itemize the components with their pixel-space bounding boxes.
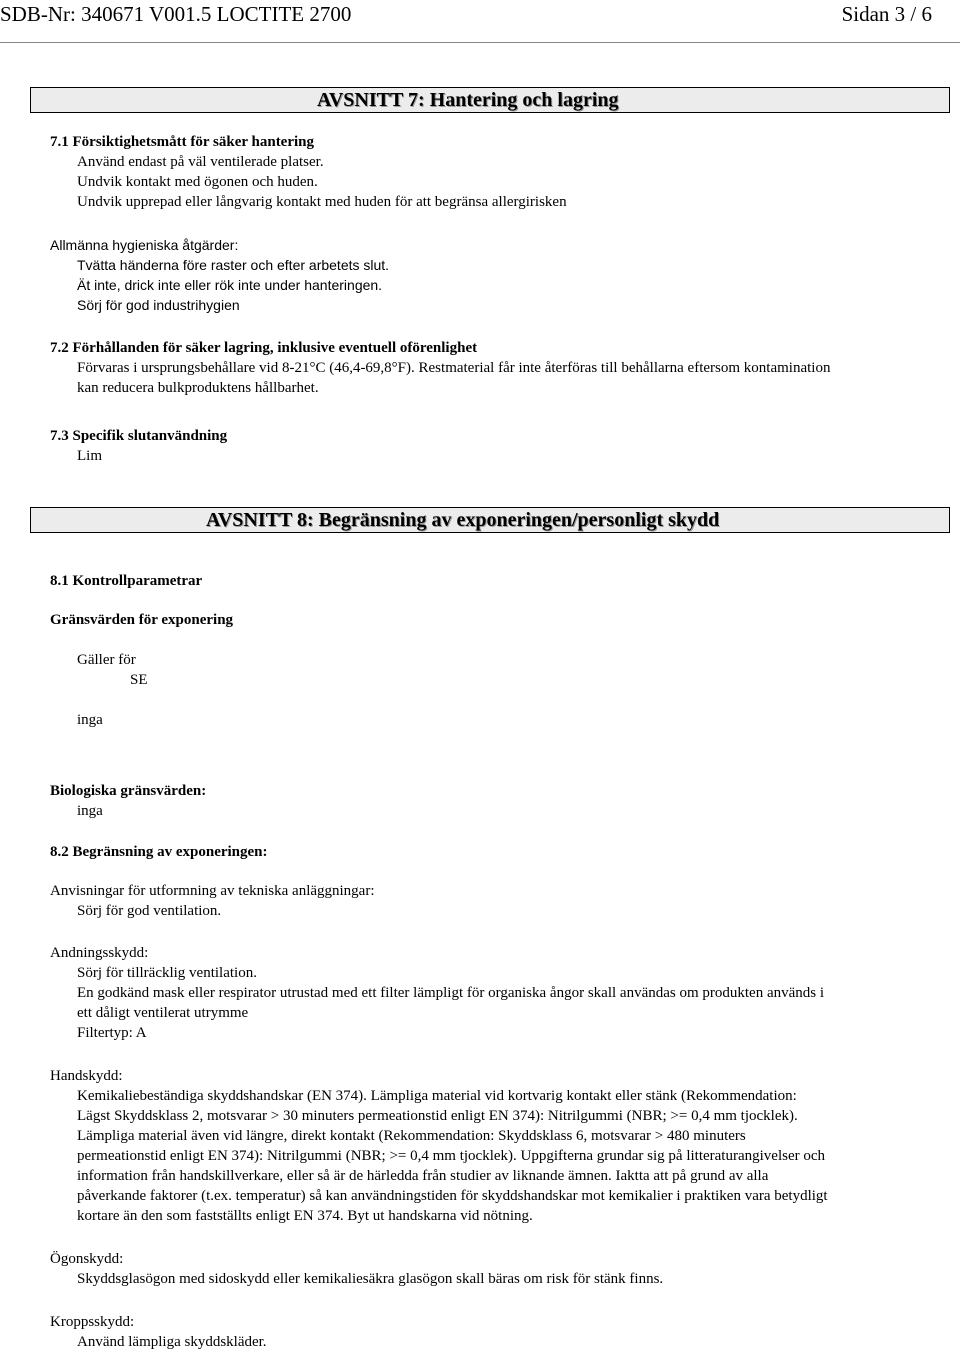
hygiene-line: Ät inte, drick inte eller rök inte under hanteringen. — [77, 277, 383, 293]
respiratory-line: ett dåligt ventilerat utrymme — [77, 1005, 249, 1021]
section-7-3-heading: 7.3 Specifik slutanvändning — [50, 428, 228, 444]
applies-value: SE — [130, 672, 148, 688]
hand-protection-line: kortare än den som fastställts enligt EN 374. Byt ut handskarna vid nötning. — [77, 1208, 533, 1224]
respiratory-line: Sörj för tillräcklig ventilation. — [77, 965, 257, 981]
hand-protection-line: Kemikaliebeständiga skyddshandskar (EN 374). Lämpliga material vid kortvarig kontakt eller stänk (Rekommendation: — [77, 1088, 797, 1104]
handling-line: Använd endast på väl ventilerade platser. — [77, 154, 324, 170]
engineering-value: Sörj för god ventilation. — [77, 903, 222, 919]
hygiene-line: Sörj för god industrihygien — [77, 297, 240, 313]
section-7-2-heading: 7.2 Förhållanden för säker lagring, inklusive eventuell oförenlighet — [50, 340, 478, 356]
section-7-1-heading: 7.1 Försiktighetsmått för säker hantering — [50, 134, 315, 150]
hygiene-heading: Allmänna hygieniska åtgärder: — [50, 237, 239, 253]
hand-protection-line: Lägst Skyddsklass 2, motsvarar > 30 minuters permeationstid enligt EN 374): Nitrilgummi (NBR; >= 0,4 mm tjocklek). — [77, 1108, 798, 1124]
section-8-banner — [30, 507, 950, 533]
hygiene-line: Tvätta händerna före raster och efter arbetets slut. — [77, 257, 390, 273]
handling-line: Undvik kontakt med ögonen och huden. — [77, 174, 318, 190]
hand-protection-label: Handskydd: — [50, 1068, 123, 1084]
applies-label: Gäller för — [77, 652, 136, 668]
page-number: Sidan 3 / 6 — [841, 2, 932, 26]
eye-protection-value: Skyddsglasögon med sidoskydd eller kemikaliesäkra glasögon skall bäras om risk för stänk finns. — [77, 1271, 664, 1287]
document-id: SDB-Nr: 340671 V001.5 LOCTITE 2700 — [0, 2, 352, 26]
hand-protection-line: permeationstid enligt EN 374): Nitrilgummi (NBR; >= 0,4 mm tjocklek). Uppgifterna grundar sig på litteraturangivelser och — [77, 1148, 826, 1164]
hand-protection-line: påverkande faktorer (t.ex. temperatur) så kan användningstiden för skyddshandskar mot kemikalier i praktiken vara betydligt — [77, 1188, 828, 1204]
section-7-banner — [30, 87, 950, 113]
storage-line: kan reducera bulkproduktens hållbarhet. — [77, 380, 319, 396]
section-8-1-heading: 8.1 Kontrollparametrar — [50, 573, 203, 589]
section-7-title: AVSNITT 7: Hantering och lagring — [317, 89, 619, 111]
section-8-title: AVSNITT 8: Begränsning av exponeringen/personligt skydd — [206, 509, 720, 531]
respiratory-line: Filtertyp: A — [77, 1025, 147, 1041]
storage-line: Förvaras i ursprungsbehållare vid 8-21°C (46,4-69,8°F). Restmaterial får inte återföras till behållarna eftersom kontamination — [77, 360, 831, 376]
body-protection-label: Kroppsskydd: — [50, 1314, 135, 1330]
exposure-limits-heading: Gränsvärden för exponering — [50, 612, 234, 628]
biological-limits-value: inga — [77, 803, 103, 819]
body-protection-value: Använd lämpliga skyddskläder. — [77, 1334, 267, 1350]
header-divider — [0, 42, 960, 43]
handling-line: Undvik upprepad eller långvarig kontakt med huden för att begränsa allergirisken — [77, 194, 567, 210]
respiratory-label: Andningsskydd: — [50, 945, 149, 961]
hand-protection-line: Lämpliga material även vid längre, direkt kontakt (Rekommendation: Skyddsklass 6, motsvarar > 480 minuters — [77, 1128, 746, 1144]
exposure-limits-value: inga — [77, 712, 103, 728]
section-8-2-heading: 8.2 Begränsning av exponeringen: — [50, 844, 268, 860]
eye-protection-label: Ögonskydd: — [50, 1251, 124, 1267]
biological-limits-heading: Biologiska gränsvärden: — [50, 783, 207, 799]
hand-protection-line: information från handskillverkare, eller så är de härledda från studier av liknande ämnen. Iaktta att på grund av alla — [77, 1168, 769, 1184]
engineering-label: Anvisningar för utformning av tekniska anläggningar: — [50, 883, 375, 899]
respiratory-line: En godkänd mask eller respirator utrustad med ett filter lämpligt för organiska ångor skall användas om produkten används i — [77, 985, 825, 1001]
end-use-value: Lim — [77, 448, 102, 464]
